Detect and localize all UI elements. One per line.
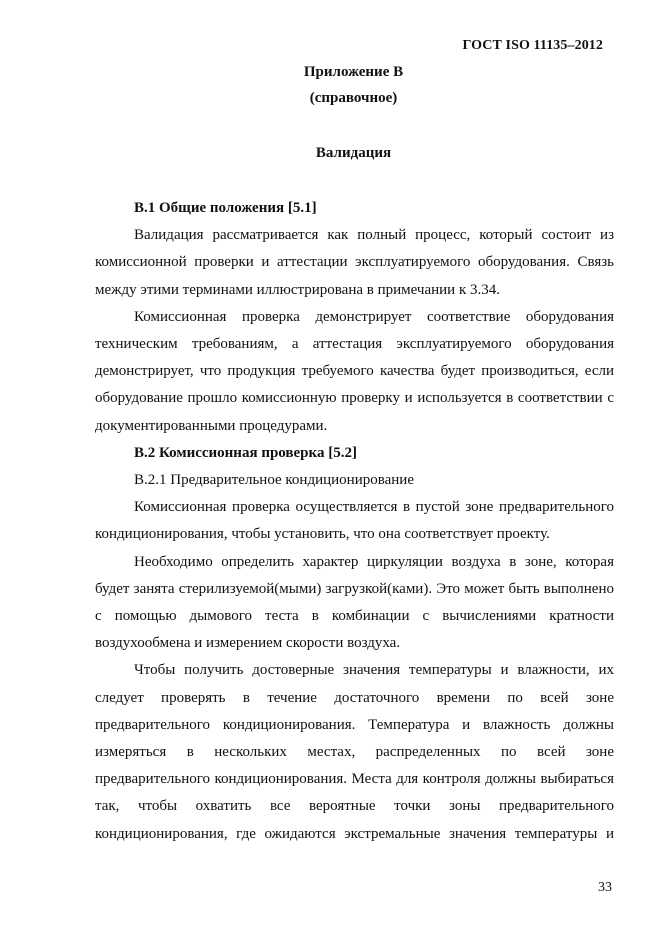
section-b1-paragraph-1: Валидация рассматривается как полный процесс, который состоит из комиссионной проверки и аттестации эксплуатируемого оборудования. Связь между этими терминами иллюстрирована в примечании к 3.34. (95, 227, 614, 298)
section-b21-heading: В.2.1 Предварительное кондиционирование (134, 472, 414, 489)
document-code-header: ГОСТ ISO 11135–2012 (462, 38, 603, 53)
annex-heading: Валидация (315, 145, 392, 161)
section-b21-paragraph-3: Чтобы получить достоверные значения температуры и влажности, их следует проверять в течение достаточного времени по всей зоне предварительного кондиционирования. Температура и влажность должны измеряться в нескольких местах, распределенных по всей зоне предварительного кондиционирования. Места для контроля должны выбираться так, чтобы охватить все вероятные точки зоны предварительного кондиционирования, где ожидаются экстремальные значения температуры и (95, 662, 614, 842)
annex-subtitle: (справочное) (309, 90, 398, 106)
section-b21-paragraph-2: Необходимо определить характер циркуляции воздуха в зоне, которая будет занята стерилизуемой(мыми) загрузкой(ками). Это может быть выполнено с помощью дымового теста в комбинации с вычислениями кратности воздухообмена и измерением скорости воздуха. (95, 553, 614, 652)
body-text (95, 195, 614, 848)
page-number: 33 (598, 880, 612, 895)
section-b1-paragraph-2: Комиссионная проверка демонстрирует соответствие оборудования техническим требованиям, а аттестация эксплуатируемого оборудования демонстрирует, что продукция требуемого качества будет производиться, если оборудование прошло комиссионную проверку и используется в соответствии с документированными процедурами. (95, 308, 614, 434)
section-b21-paragraph-1: Комиссионная проверка осуществляется в пустой зоне предварительного кондиционирования, чтобы установить, что она соответствует проекту. (95, 499, 614, 543)
section-b2-heading: В.2 Комиссионная проверка [5.2] (134, 444, 357, 461)
annex-title: Приложение В (303, 64, 404, 80)
section-b1-heading: В.1 Общие положения [5.1] (134, 200, 317, 216)
